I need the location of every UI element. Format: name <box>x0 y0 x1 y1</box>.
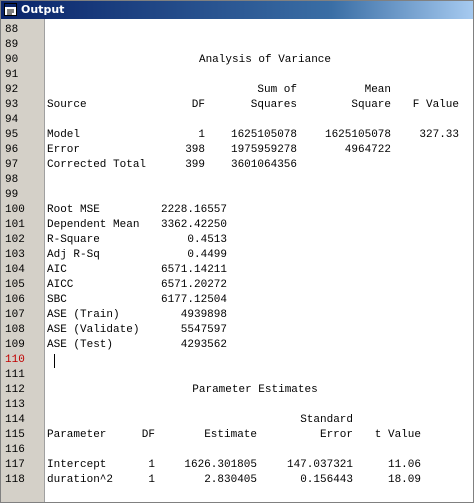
line-number: 114 <box>5 414 25 426</box>
fit-stat-label: AICC <box>47 279 74 291</box>
anova-row-ss: 1975959278 <box>230 144 297 156</box>
line-number: 116 <box>5 444 25 456</box>
params-row-t: 18.09 <box>387 474 421 486</box>
line-number: 94 <box>5 114 19 126</box>
line-number: 107 <box>5 309 25 321</box>
params-row-parameter: duration^2 <box>47 474 114 486</box>
line-number: 117 <box>5 459 25 471</box>
line-number: 109 <box>5 339 25 351</box>
line-number: 108 <box>5 324 25 336</box>
anova-header-ms-top: Mean <box>364 84 391 96</box>
line-number: 100 <box>5 204 25 216</box>
fit-stat-label: Root MSE <box>47 204 100 216</box>
anova-row-df: 398 <box>185 144 205 156</box>
anova-row-df: 399 <box>185 159 205 171</box>
params-row-df: 1 <box>148 459 155 471</box>
line-number: 115 <box>5 429 25 441</box>
anova-row-ss: 3601064356 <box>230 159 297 171</box>
current-line-number: 110 <box>5 354 25 366</box>
params-header-se-bottom: Error <box>319 429 353 441</box>
line-number: 103 <box>5 249 25 261</box>
fit-stat-label: AIC <box>47 264 67 276</box>
line-number: 98 <box>5 174 19 186</box>
params-row-se: 0.156443 <box>300 474 353 486</box>
anova-header-ss-top: Sum of <box>257 84 297 96</box>
fit-stat-label: SBC <box>47 294 67 306</box>
text-caret <box>54 354 55 368</box>
line-number: 101 <box>5 219 25 231</box>
fit-stat-value: 2228.16557 <box>160 204 227 216</box>
params-row-se: 147.037321 <box>286 459 353 471</box>
output-window-icon <box>4 3 17 16</box>
output-text-area[interactable] <box>45 19 473 503</box>
params-header-t: t Value <box>374 429 421 441</box>
anova-header-f: F Value <box>412 99 459 111</box>
params-row-parameter: Intercept <box>47 459 107 471</box>
fit-stat-value: 5547597 <box>180 324 227 336</box>
line-number: 112 <box>5 384 25 396</box>
line-number: 106 <box>5 294 25 306</box>
params-row-df: 1 <box>148 474 155 486</box>
line-number: 118 <box>5 474 25 486</box>
fit-stat-value: 6571.14211 <box>160 264 227 276</box>
line-number-gutter <box>1 19 45 503</box>
anova-header-ss-bottom: Squares <box>250 99 297 111</box>
fit-stat-label: Dependent Mean <box>47 219 140 231</box>
params-row-estimate: 1626.301805 <box>184 459 257 471</box>
line-number: 97 <box>5 159 19 171</box>
line-number: 93 <box>5 99 19 111</box>
fit-stat-value: 4293562 <box>180 339 227 351</box>
fit-stat-value: 0.4513 <box>187 234 227 246</box>
params-header-estimate: Estimate <box>204 429 257 441</box>
anova-row-source: Model <box>47 129 81 141</box>
fit-stat-label: ASE (Validate) <box>47 324 140 336</box>
line-number: 91 <box>5 69 19 81</box>
line-number: 89 <box>5 39 19 51</box>
line-number: 88 <box>5 24 19 36</box>
line-number: 113 <box>5 399 25 411</box>
line-number: 105 <box>5 279 25 291</box>
params-row-t: 11.06 <box>387 459 421 471</box>
anova-header-df: DF <box>191 99 205 111</box>
anova-row-ss: 1625105078 <box>230 129 297 141</box>
anova-header-source: Source <box>47 99 87 111</box>
fit-stat-label: ASE (Train) <box>47 309 120 321</box>
fit-stat-value: 3362.42250 <box>160 219 227 231</box>
line-number: 99 <box>5 189 19 201</box>
fit-stat-label: R-Square <box>47 234 100 246</box>
anova-row-ms: 4964722 <box>344 144 391 156</box>
params-row-estimate: 2.830405 <box>204 474 257 486</box>
fit-stat-value: 0.4499 <box>187 249 227 261</box>
anova-row-source: Corrected Total <box>47 159 147 171</box>
line-number: 104 <box>5 264 25 276</box>
line-number: 96 <box>5 144 19 156</box>
line-number: 111 <box>5 369 25 381</box>
fit-stat-value: 4939898 <box>180 309 227 321</box>
window-title: Output <box>21 3 65 16</box>
params-title: Parameter Estimates <box>192 384 318 396</box>
anova-row-source: Error <box>47 144 81 156</box>
fit-stat-value: 6571.20272 <box>160 279 227 291</box>
line-number: 90 <box>5 54 19 66</box>
fit-stat-label: ASE (Test) <box>47 339 114 351</box>
params-header-se-top: Standard <box>300 414 353 426</box>
anova-header-ms-bottom: Square <box>351 99 391 111</box>
anova-row-f: 327.33 <box>419 129 459 141</box>
anova-row-ms: 1625105078 <box>324 129 391 141</box>
line-number: 95 <box>5 129 19 141</box>
anova-row-df: 1 <box>198 129 205 141</box>
anova-title: Analysis of Variance <box>198 54 332 66</box>
title-bar[interactable] <box>1 1 473 19</box>
line-number: 92 <box>5 84 19 96</box>
params-header-parameter: Parameter <box>47 429 107 441</box>
params-header-df: DF <box>141 429 155 441</box>
fit-stat-value: 6177.12504 <box>160 294 227 306</box>
fit-stat-label: Adj R-Sq <box>47 249 100 261</box>
line-number: 102 <box>5 234 25 246</box>
